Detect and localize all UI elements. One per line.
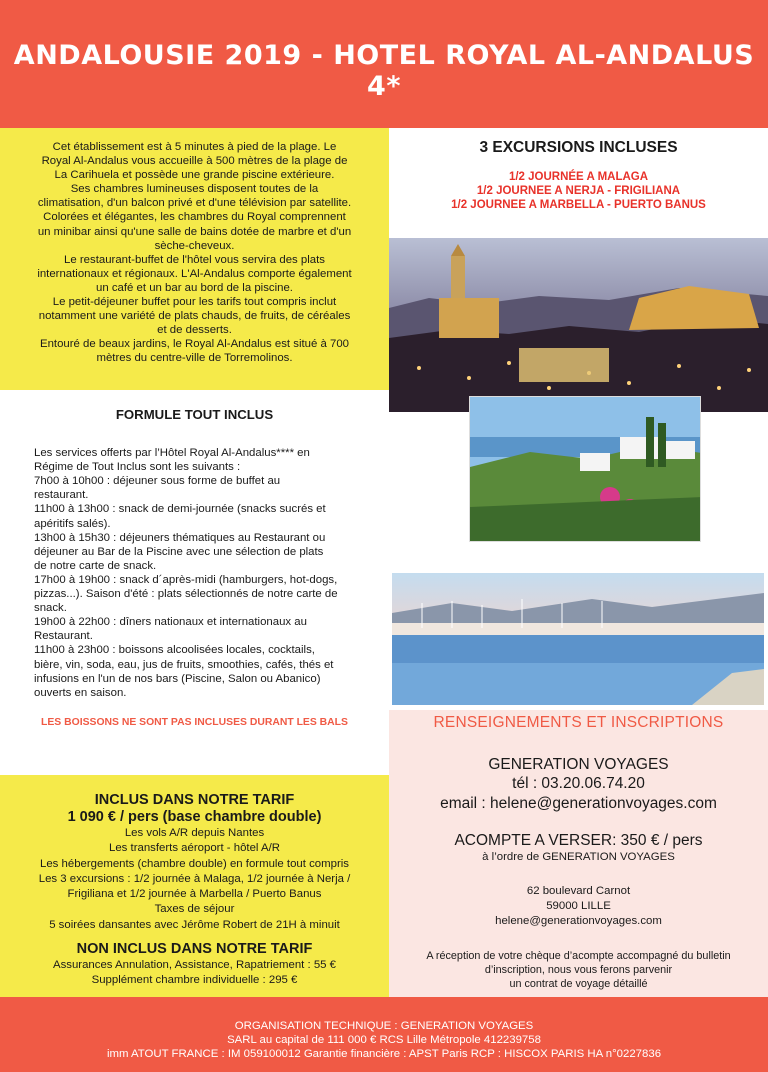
included-item: Taxes de séjour: [154, 903, 235, 916]
intro-line: Le petit-déjeuner buffet pour les tarifs tout compris inclut: [52, 296, 337, 309]
deposit-amount: ACOMPTE A VERSER: 350 € / pers: [454, 832, 703, 849]
reception-line: A réception de votre chèque d’acompte accompagné du bulletin: [426, 950, 731, 962]
excluded-item: Supplément chambre individuelle : 295 €: [91, 974, 298, 987]
footer: [0, 997, 768, 1072]
contact-section: [389, 710, 768, 997]
drinks-note: LES BOISSONS NE SONT PAS INCLUSES DURANT LES BALS: [41, 716, 348, 728]
intro-line: Entouré de beaux jardins, le Royal Al-Andalus est situé à 700: [39, 338, 349, 351]
formule-line: restaurant.: [34, 489, 89, 502]
intro-line: Royal Al-Andalus vous accueille à 500 mètres de la plage de: [41, 155, 348, 168]
nerja-photo: [469, 396, 701, 542]
intro-line: sèche-cheveux.: [154, 239, 235, 252]
footer-line: ORGANISATION TECHNIQUE : GENERATION VOYAGES: [234, 1020, 534, 1032]
puerto-banus-harbour-image: [392, 573, 764, 705]
intro-line: notamment une variété de plats chauds, de fruits, de céréales: [38, 310, 351, 323]
formule-line: bière, vin, soda, eau, jus de fruits, smoothies, cafés, thés et: [34, 658, 334, 671]
footer-line: SARL au capital de 111 000 € RCS Lille Métropole 412239758: [227, 1034, 541, 1047]
intro-line: un café et un bar au bord de la piscine.: [96, 281, 293, 294]
formule-line: Régime de Tout Inclus sont les suivants :: [34, 461, 241, 474]
included-item: Les hébergements (chambre double) en formule tout compris: [40, 857, 349, 870]
email-address: email : helene@generationvoyages.com: [440, 795, 717, 812]
formule-line: déjeuner au Bar de la Piscine avec une sélection de plats: [34, 545, 324, 558]
excluded-title: NON INCLUS DANS NOTRE TARIF: [76, 941, 313, 958]
formule-line: snack.: [34, 602, 67, 615]
included-item: 5 soirées dansantes avec Jérôme Robert de 21H à minuit: [49, 918, 340, 931]
included-item: Les transferts aéroport - hôtel A/R: [109, 842, 280, 855]
malaga-cityscape-image: [389, 238, 768, 412]
contact-title: RENSEIGNEMENTS ET INSCRIPTIONS: [433, 714, 724, 731]
formule-line: pizzas...). Saison d'été : plats sélectionnés de notre carte de: [34, 588, 338, 601]
all-inclusive-section: [0, 390, 389, 775]
address-line: helene@generationvoyages.com: [495, 915, 662, 927]
formule-line: apéritifs salés).: [34, 517, 111, 530]
excursions-title: 3 EXCURSIONS INCLUSES: [479, 139, 678, 156]
included-title: INCLUS DANS NOTRE TARIF: [94, 792, 295, 808]
price: 1 090 € / pers (base chambre double): [67, 809, 322, 825]
excursion-item: 1/2 JOURNÉE A MALAGA: [508, 171, 649, 183]
formule-line: Restaurant.: [34, 630, 93, 643]
included-item: Les 3 excursions : 1/2 journée à Malaga, 1/2 journée à Nerja /: [38, 872, 351, 885]
company-name: GENERATION VOYAGES: [488, 756, 669, 773]
formule-line: de notre carte de snack.: [34, 559, 157, 572]
formule-line: infusions en l'un de nos bars (Piscine, Salon ou Abanico): [34, 672, 321, 685]
intro-line: et de desserts.: [157, 324, 232, 337]
intro-line: Le restaurant-buffet de l'hôtel vous servira des plats: [64, 253, 325, 266]
pricing-section: [0, 775, 389, 997]
included-item: Frigiliana et 1/2 journée à Marbella / Puerto Banus: [67, 888, 322, 901]
intro-line: Cet établissement est à 5 minutes à pied de la plage. Le: [52, 141, 337, 153]
intro-line: climatisation, d'un balcon privé et d'une télévision par satellite.: [37, 197, 352, 210]
formule-line: ouverts en saison.: [34, 686, 127, 699]
excursions-list: [389, 170, 768, 212]
formule-title: FORMULE TOUT INCLUS: [115, 407, 274, 422]
address-line: 62 boulevard Carnot: [526, 885, 631, 897]
intro-line: La Carihuela et possède une grande piscine extérieure.: [54, 169, 335, 182]
formule-line: 11h00 à 23h00 : boissons alcoolisées locales, cocktails,: [34, 644, 315, 657]
nerja-village-image: [470, 397, 701, 542]
malaga-photo: [389, 238, 768, 412]
postal-address: [389, 884, 768, 929]
excluded-item: Assurances Annulation, Assistance, Rapatriement : 55 €: [52, 959, 337, 972]
formule-line: 7h00 à 10h00 : déjeuner sous forme de buffet au: [34, 475, 281, 488]
intro-line: internationaux et régionaux. L'Al-Andalus comporte également: [37, 267, 352, 280]
page-title: ANDALOUSIE 2019 - HOTEL ROYAL AL-ANDALUS 4*: [13, 40, 755, 102]
address-line: 59000 LILLE: [546, 900, 611, 912]
excursion-item: 1/2 JOURNEE A NERJA - FRIGILIANA: [476, 185, 681, 197]
marbella-photo: [392, 573, 764, 705]
phone-number: tél : 03.20.06.74.20: [512, 775, 645, 792]
reception-line: un contrat de voyage détaillé: [509, 978, 648, 990]
intro-line: Ses chambres lumineuses disposent toutes de la: [70, 183, 319, 196]
formule-line: 11h00 à 13h00 : snack de demi-journée (snacks sucrés et: [34, 503, 326, 516]
intro-line: mètres du centre-ville de Torremolinos.: [96, 352, 293, 365]
footer-line: imm ATOUT FRANCE : IM 059100012 Garantie financière : APST Paris RCP : HISCOX PARIS HA n°0227836: [106, 1048, 662, 1061]
intro-line: un minibar ainsi qu'une salle de bains dotée de marbre et d'un: [37, 225, 352, 238]
header-banner: [0, 0, 768, 128]
intro-line: Colorées et élégantes, les chambres du Royal comprennent: [43, 211, 346, 224]
included-item: Les vols A/R depuis Nantes: [124, 827, 265, 839]
payable-to: à l’ordre de GENERATION VOYAGES: [482, 851, 675, 863]
hotel-description: [0, 128, 389, 390]
formule-line: 17h00 à 19h00 : snack d´après-midi (hamburgers, hot-dogs,: [34, 573, 338, 586]
reception-note: [389, 949, 768, 991]
formule-line: 19h00 à 22h00 : dîners nationaux et internationaux au: [34, 616, 307, 629]
excursions-section: [389, 128, 768, 238]
reception-line: d’inscription, nous vous ferons parvenir: [484, 964, 673, 976]
formule-line: Les services offerts par l’Hôtel Royal Al-Andalus**** en: [34, 447, 310, 460]
formule-line: 13h00 à 15h30 : déjeuners thématiques au Restaurant ou: [34, 531, 326, 544]
excursion-item: 1/2 JOURNEE A MARBELLA - PUERTO BANUS: [451, 199, 706, 211]
